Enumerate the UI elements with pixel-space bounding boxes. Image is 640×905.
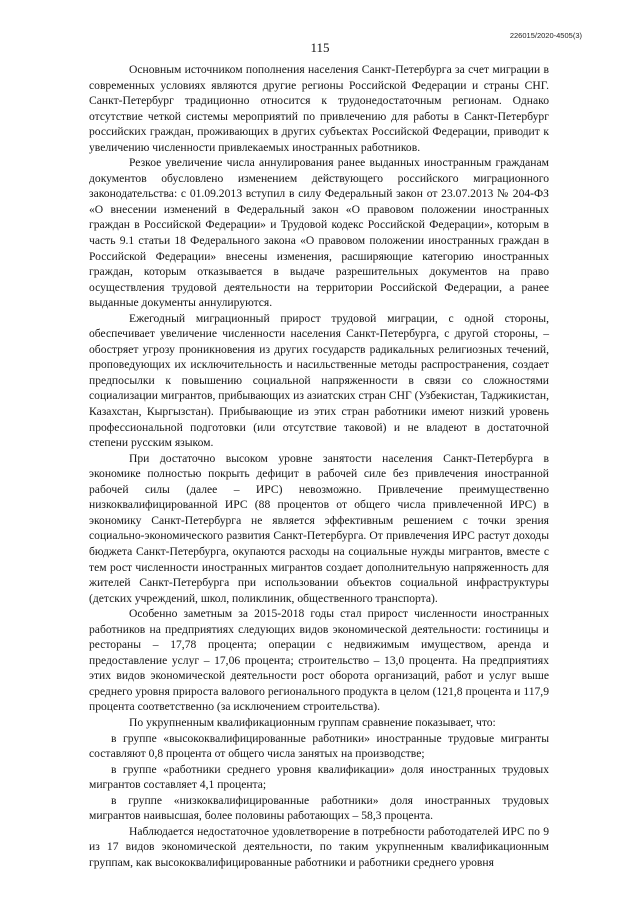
paragraph-labor-deficit: При достаточно высоком уровне занятости населения Санкт-Петербурга в экономике полностью покрыть дефицит в рабочей силе без привлечения иностранной рабочей силы (далее – ИРС) невозможно. Привлечение преимущественно низкоквалифицированной ИРС (88 процентов от общего числа привлеченной ИРС) в экономику Санкт-Петербурга не является эффективным решением с точки зрения социально-экономического развития Санкт-Петербурга. От привлечения ИРС растут доходы бюджета Санкт-Петербурга, окупаются расходы на социальные нужды мигрантов, вместе с тем рост численности иностранных мигрантов создает дополнительную напряженность для жителей Санкт-Петербурга при использовании объектов социальной инфраструктуры (детских учреждений, школ, поликлиник, общественного транспорта). bbox=[89, 451, 549, 605]
page-number: 115 bbox=[310, 40, 330, 55]
paragraph-migration-growth: Ежегодный миграционный прирост трудовой миграции, с одной стороны, обеспечивает увеличение численности населения Санкт-Петербурга, с другой стороны, – обостряет угрозу проникновения из других государств радикальных религиозных течений, проповедующих их исключительность и насильственные методы распространения, создает предпосылки к повышению социальной напряженности в связи со сложностями социализации мигрантов, прибывающих из азиатских стран СНГ (Узбекистан, Таджикистан, Казахстан, Кыргызстан). Прибывающие из этих стран работники имеют низкий уровень профессиональной подготовки (или отсутствие таковой) и не владеют в достаточной степени русским языком. bbox=[89, 311, 549, 450]
list-item-high-qualified: в группе «высококвалифицированные работники» иностранные трудовые мигранты составляют 0,8 процента от общего числа занятых на производстве; bbox=[89, 731, 549, 761]
paragraph-migration-sources: Основным источником пополнения населения Санкт-Петербурга за счет миграции в современных условиях являются другие регионы Российской Федерации и страны СНГ. Санкт-Петербург традиционно относится к трудонедостаточным регионам. Однако отсутствие четкой системы мероприятий по привлечению для работы в Санкт-Петербург российских граждан, проживающих в других субъектах Российской Федерации, приводит к увеличению численности привлекаемых иностранных работников. bbox=[89, 63, 549, 154]
paragraph-document-annulment: Резкое увеличение числа аннулирования ранее выданных иностранным гражданам документов обусловлено изменением действующего российского миграционного законодательства: с 01.09.2013 вступил в силу Федеральный закон от 23.07.2013 № 204-ФЗ «О внесении изменений в Федеральный закон «О правовом положении иностранных граждан в Российской Федерации» и Трудовой кодекс Российской Федерации», которым в часть 9.1 статьи 18 Федерального закона «О правовом положении иностранных граждан в Российской Федерации» внесены изменения, расширяющие категорию иностранных граждан, которым отказывается в выдаче разрешительных документов на право осуществления трудовой деятельности на территории Российской Федерации, а ранее выданные документы аннулируются. bbox=[89, 156, 549, 310]
list-item-mid-qualified: в группе «работники среднего уровня квалификации» доля иностранных трудовых мигрантов составляет 4,1 процента; bbox=[89, 762, 549, 792]
document-body bbox=[89, 62, 549, 870]
paragraph-qualification-intro: По укрупненным квалификационным группам сравнение показывает, что: bbox=[129, 715, 496, 729]
paragraph-employer-needs: Наблюдается недостаточное удовлетворение в потребности работодателей ИРС по 9 из 17 видов экономической деятельности, по таким укрупненным квалификационным группам, как высококвалифицированные работники и работники среднего уровня bbox=[89, 824, 549, 869]
list-item-low-qualified: в группе «низкоквалифицированные работники» доля иностранных трудовых мигрантов наивысшая, более половины работающих – 58,3 процента. bbox=[89, 793, 549, 823]
paragraph-sector-growth: Особенно заметным за 2015-2018 годы стал прирост численности иностранных работников на предприятиях следующих видов экономической деятельности: гостиницы и рестораны – 17,78 процента; операции с недвижимым имуществом, аренда и предоставление услуг – 17,06 процента; строительство – 13,0 процента. На предприятиях этих видов экономической деятельности рост оборота организаций, работ и услуг выше среднего уровня прироста валового регионального продукта в целом (121,8 процента и 117,9 процента соответственно (за исключением строительства). bbox=[89, 607, 549, 714]
document-id: 226015/2020-4505(3) bbox=[509, 31, 582, 40]
